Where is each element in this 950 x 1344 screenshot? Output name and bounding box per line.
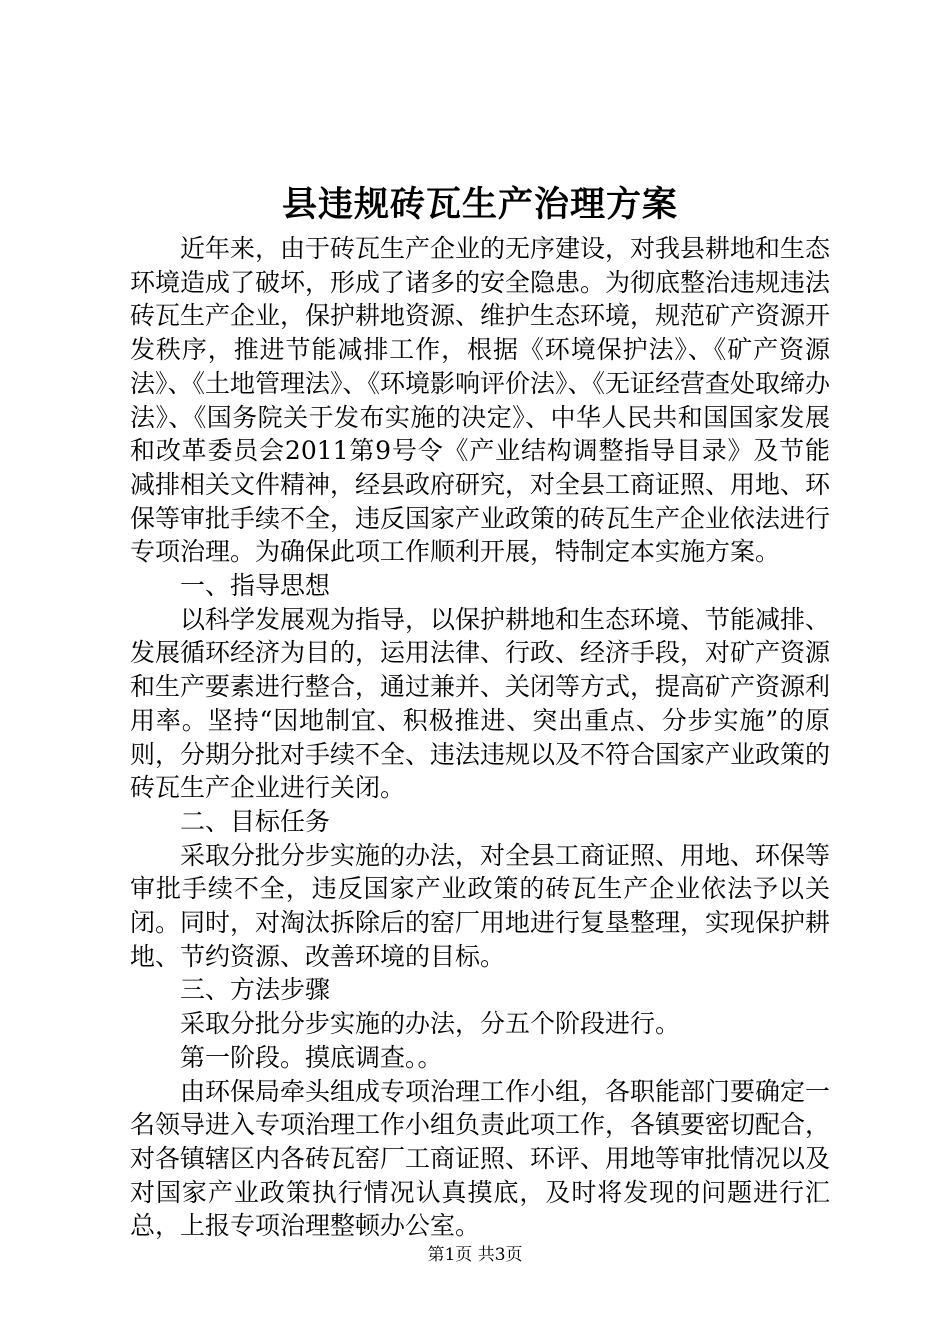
section-heading-guiding-ideology: 一、指导思想 [180, 571, 331, 601]
stage-one-heading: 第一阶段。摸底调查。。 [180, 1042, 443, 1072]
method-steps-paragraph: 采取分批分步实施的办法，分五个阶段进行。 [180, 1009, 681, 1039]
section-heading-goals-tasks: 二、目标任务 [180, 806, 331, 836]
document-body [130, 180, 830, 1243]
stage-one-paragraph: 由环保局牵头组成专项治理工作小组，各职能部门要确定一名领导进入专项治理工作小组负责此项工作，各镇要密切配合，对各镇辖区内各砖瓦窑厂工商证照、环评、用地等审批情况以及对国家产业政策执行情况认真摸底，及时将发现的问题进行汇总，上报专项治理整顿办公室。 [130, 1076, 831, 1241]
guiding-ideology-paragraph: 以科学发展观为指导，以保护耕地和生态环境、节能减排、发展循环经济为目的，运用法律、行政、经济手段，对矿产资源和生产要素进行整合，通过兼并、关闭等方式，提高矿产资源利用率。坚持“因地制宜、积极推进、突出重点、分步实施”的原则，分期分批对手续不全、违法违规以及不符合国家产业政策的砖瓦生产企业进行关闭。 [130, 604, 831, 803]
goals-tasks-paragraph: 采取分批分步实施的办法，对全县工商证照、用地、环保等审批手续不全，违反国家产业政策的砖瓦生产企业依法予以关闭。同时，对淘汰拆除后的窑厂用地进行复垦整理，实现保护耕地、节约资源、改善环境的目标。 [130, 840, 831, 971]
page-number-footer: 第1页 共3页 [427, 1245, 523, 1265]
document-title: 县违规砖瓦生产治理方案 [281, 184, 678, 225]
section-heading-method-steps: 三、方法步骤 [180, 975, 331, 1005]
intro-paragraph: 近年来，由于砖瓦生产企业的无序建设，对我县耕地和生态环境造成了破坏，形成了诸多的安全隐患。为彻底整治违规违法砖瓦生产企业，保护耕地资源、维护生态环境，规范矿产资源开发秩序，推进节能减排工作，根据《环境保护法》、《矿产资源法》、《土地管理法》、《环境影响评价法》、《无证经营查处取缔办法》、《国务院关于发布实施的决定》、中华人民共和国国家发展和改革委员会2011第9号令《产业结构调整指导目录》及节能减排相关文件精神，经县政府研究，对全县工商证照、用地、环保等审批手续不全，违反国家产业政策的砖瓦生产企业依法进行专项治理。为确保此项工作顺利开展，特制定本实施方案。 [130, 234, 831, 567]
